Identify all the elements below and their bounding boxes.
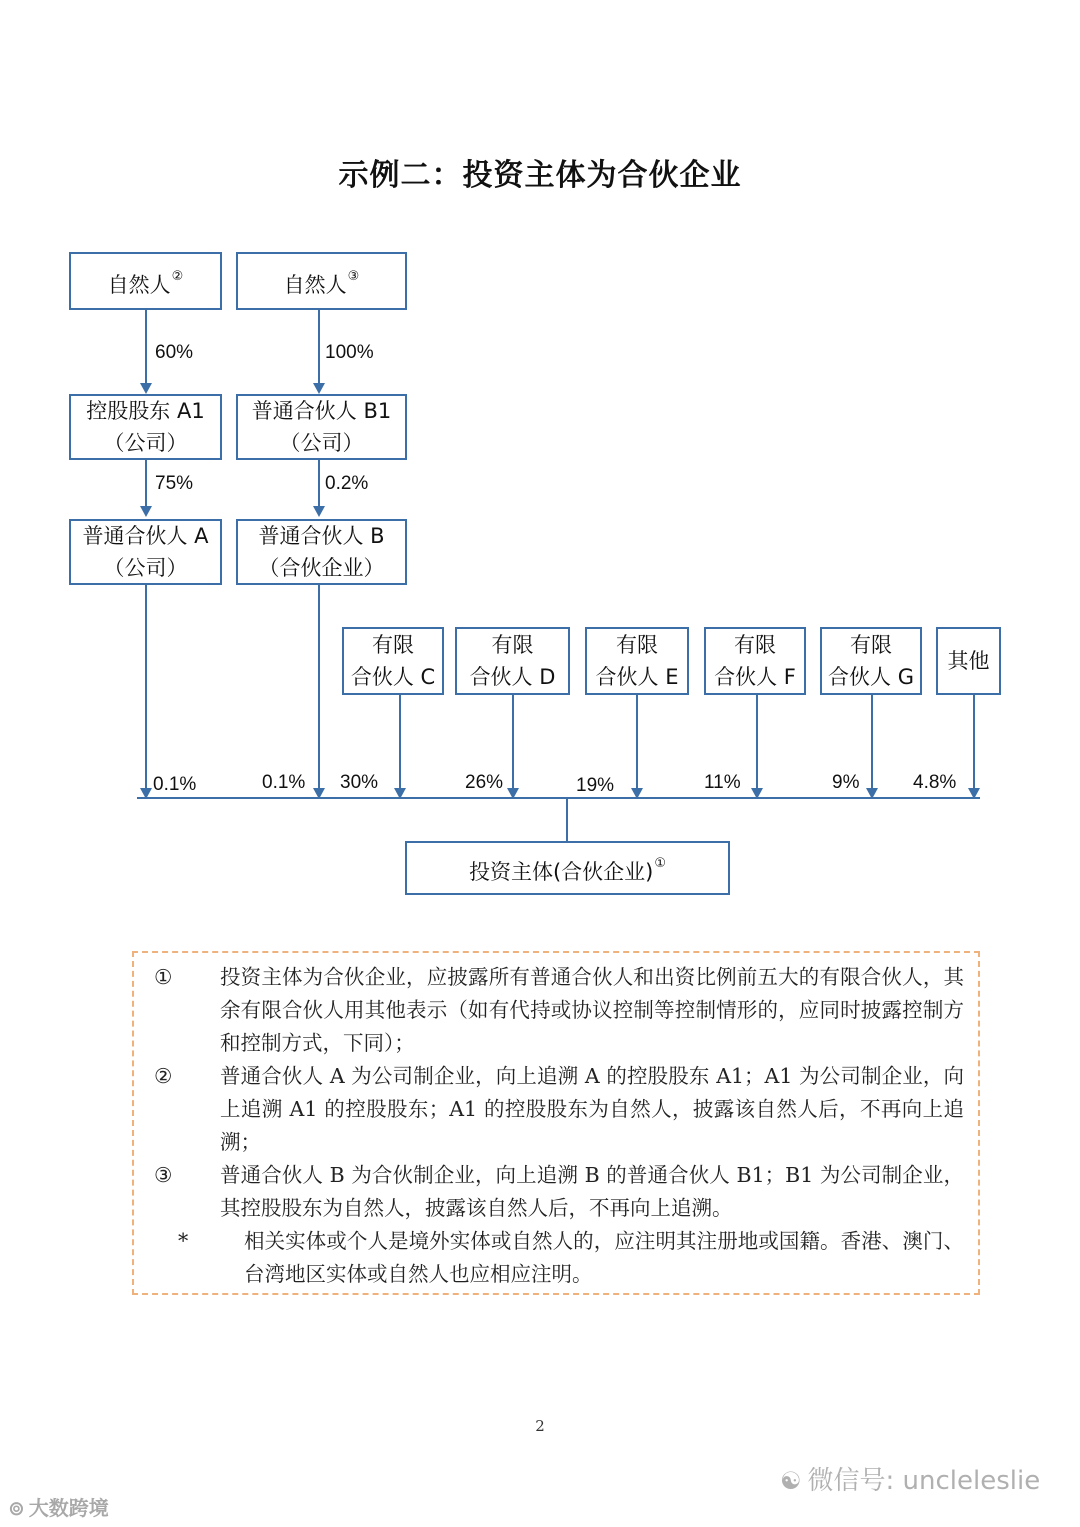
- brand-watermark-text: 大数跨境: [28, 1496, 109, 1520]
- note-marker: ③: [154, 1163, 173, 1187]
- other-label: 其他: [947, 649, 990, 673]
- connector-lpg-bus: [871, 695, 873, 788]
- note-text: 普通合伙人 A 为公司制企业，向上追溯 A 的控股股东 A1；A1 为公司制企业，向上追溯 A1 的控股股东；A1 的控股股东为自然人，披露该自然人后，不再向上追溯；: [220, 1064, 964, 1154]
- limited-partner-e-box: [585, 627, 689, 695]
- note-item: [148, 1060, 964, 1159]
- natural-person-3-label: 自然人: [283, 273, 347, 297]
- connector-gpb-bus: [318, 585, 320, 788]
- natural-person-2-box: [69, 252, 222, 310]
- note-text: 相关实体或个人是境外实体或自然人的，应注明其注册地或国籍。香港、澳门、台湾地区实体或自然人也应相应注明。: [244, 1229, 964, 1286]
- pct-lp-d: 26%: [465, 772, 504, 793]
- pct-lp-g: 9%: [832, 772, 860, 793]
- note-marker: *: [178, 1229, 189, 1253]
- gp-b1-line1: 普通合伙人 B1: [251, 399, 392, 423]
- connector-bus-investor: [566, 797, 568, 841]
- limited-partner-d-box: [455, 627, 570, 695]
- lp-g-line2: 合伙人 G: [828, 665, 914, 689]
- general-partner-b1-box: [236, 394, 407, 460]
- note-text: 投资主体为合伙企业，应披露所有普通合伙人和出资比例前五大的有限合伙人，其余有限合伙人用其他表示（如有代持或协议控制等控制情形的，应同时披露控制方和控制方式，下同）；: [220, 965, 964, 1055]
- gp-a-line1: 普通合伙人 A: [82, 524, 209, 548]
- page-title: 示例二：投资主体为合伙企业: [338, 158, 742, 193]
- pct-b1-gpb: 0.2%: [325, 473, 369, 494]
- gp-b-line2: （合伙企业）: [258, 556, 385, 580]
- gp-b-line1: 普通合伙人 B: [258, 524, 385, 548]
- brand-watermark: [8, 1492, 109, 1521]
- note-marker: ②: [154, 1064, 173, 1088]
- general-partner-a-box: [69, 519, 222, 585]
- pct-lp-e: 19%: [576, 775, 615, 796]
- pct-lp-f: 11%: [704, 772, 741, 793]
- natural-person-3-mark: ③: [347, 269, 360, 284]
- limited-partner-f-box: [704, 627, 806, 695]
- wechat-icon: ☯: [780, 1467, 802, 1495]
- investor-entity-box: [405, 841, 730, 895]
- note-item: [148, 1225, 964, 1291]
- gp-b1-line2: （公司）: [279, 431, 364, 455]
- investor-mark: ①: [654, 856, 667, 871]
- connector-a1-gpa: [145, 460, 147, 508]
- connector-lpd-bus: [512, 695, 514, 788]
- arrowhead-np2-a1: [140, 383, 152, 394]
- pct-other: 4.8%: [913, 772, 957, 793]
- connector-gpa-bus: [145, 585, 147, 788]
- connector-np2-a1: [145, 310, 147, 385]
- connector-other-bus: [973, 695, 975, 788]
- lp-c-line2: 合伙人 C: [350, 665, 436, 689]
- lp-e-line1: 有限: [616, 633, 658, 657]
- limited-partner-g-box: [820, 627, 922, 695]
- general-partner-b-box: [236, 519, 407, 585]
- connector-np3-b1: [318, 310, 320, 385]
- pct-lp-c: 30%: [340, 772, 379, 793]
- lp-e-line2: 合伙人 E: [595, 665, 679, 689]
- connector-lpf-bus: [756, 695, 758, 788]
- note-text: 普通合伙人 B 为合伙制企业，向上追溯 B 的普通合伙人 B1；B1 为公司制企业，其控股股东为自然人，披露该自然人后，不再向上追溯。: [220, 1163, 964, 1220]
- connector-lpe-bus: [636, 695, 638, 788]
- brand-logo-icon: ⊚: [8, 1496, 25, 1520]
- notes-panel: [132, 951, 980, 1295]
- controlling-a1-line2: （公司）: [103, 431, 188, 455]
- controlling-shareholder-a1-box: [69, 394, 222, 460]
- page-number: 2: [535, 1417, 545, 1435]
- note-marker: ①: [154, 965, 173, 989]
- arrowhead-np3-b1: [313, 383, 325, 394]
- arrowhead-b1-gpb: [313, 506, 325, 517]
- natural-person-3-box: [236, 252, 407, 310]
- lp-f-line1: 有限: [734, 633, 776, 657]
- pct-np2-a1: 60%: [155, 342, 194, 363]
- controlling-a1-line1: 控股股东 A1: [86, 399, 205, 423]
- natural-person-2-label: 自然人: [107, 273, 171, 297]
- natural-person-2-mark: ②: [171, 269, 184, 284]
- limited-partner-c-box: [342, 627, 444, 695]
- lp-d-line1: 有限: [491, 633, 534, 657]
- other-box: [936, 627, 1001, 695]
- pct-np3-b1: 100%: [325, 342, 374, 363]
- lp-g-line1: 有限: [850, 633, 892, 657]
- investor-label: 投资主体(合伙企业): [468, 860, 654, 884]
- lp-c-line1: 有限: [372, 633, 414, 657]
- note-item: [148, 961, 964, 1060]
- pct-a1-gpa: 75%: [155, 473, 194, 494]
- horizontal-bus: [137, 797, 980, 799]
- lp-f-line2: 合伙人 F: [714, 665, 796, 689]
- connector-b1-gpb: [318, 460, 320, 508]
- note-item: [148, 1159, 964, 1225]
- connector-lpc-bus: [399, 695, 401, 788]
- gp-a-line2: （公司）: [103, 556, 188, 580]
- pct-gpa: 0.1%: [153, 774, 197, 795]
- lp-d-line2: 合伙人 D: [469, 665, 556, 689]
- wechat-watermark-text: 微信号: uncleleslie: [807, 1466, 1041, 1496]
- pct-gpb: 0.1%: [262, 772, 306, 793]
- arrowhead-a1-gpa: [140, 506, 152, 517]
- wechat-watermark: [780, 1460, 1040, 1497]
